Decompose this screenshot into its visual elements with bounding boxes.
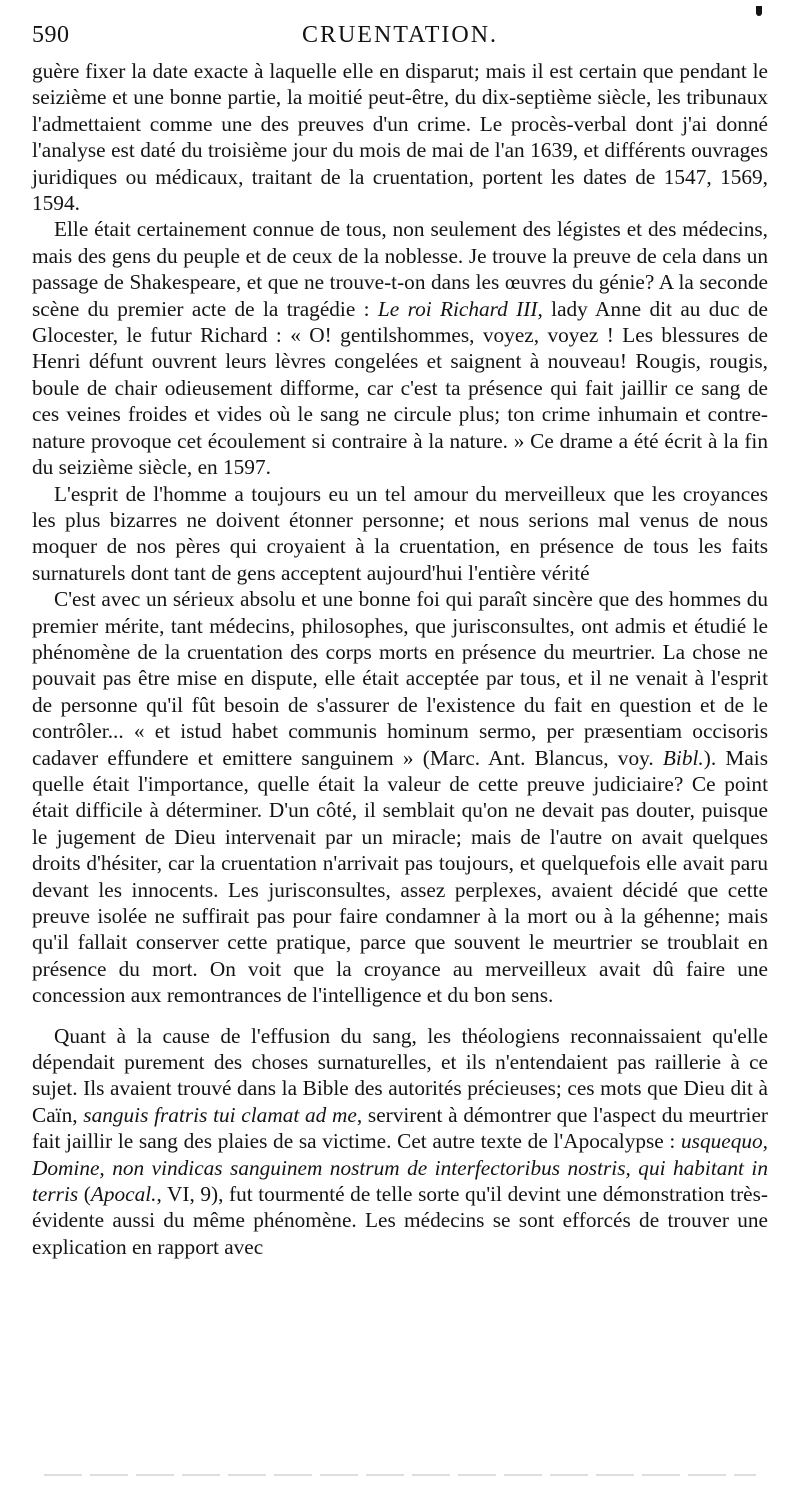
- page-header: [32, 22, 768, 62]
- paragraph-2-text-cont: , lady Anne dit au duc de Glocester, le futur Richard : « O! gentilshommes, voyez, voyez ! Les blessures de Henri défunt ouvrent leurs lèvres congelées et saignent à nouveau! Rougis, rougis, boule de chair odieusement difforme, car c'est ta présence qui fait jaillir ce sang de ces veines froides et vides où le sang ne circule plus; ton crime inhumain et contre-nature provoque cet écoulement si contraire à la nature. » Ce drame a été écrit à la fin du seizième siècle, en 1597.: [32, 296, 768, 480]
- latin-quote-apocalypse: usquequo, Domine, non vindicas sanguinem nostrum de interfectoribus nostris, qui habitant in terris: [32, 1129, 768, 1207]
- paragraph-5-text-cont: , servirent à démontrer que l'aspect du meurtrier fait jaillir le sang des plaies de sa victime. Cet autre texte de l'Apocalypse :: [32, 1102, 769, 1154]
- latin-quote-genesis: sanguis fratris tui clamat ad me: [83, 1102, 357, 1127]
- paragraph-2-text: Elle était certainement connue de tous, non seulement des légistes et des médecins, mais des gens du peuple et de ceux de la noblesse. Je trouve la preuve de cela dans un passage de Shakespeare, et que ne trouve-t-on dans les œuvres du génie? A la seconde scène du premier acte de la tragédie :: [32, 217, 768, 321]
- paragraph-5: [32, 1023, 768, 1261]
- play-title: Le roi Richard III: [377, 296, 538, 321]
- paragraph-5-text-end: , VI, 9), fut tourmenté de telle sorte qu'il devint une démonstration très-évidente aussi du même phénomène. Les médecins se sont efforcés de trouver une explication en rapport avec: [32, 1182, 768, 1259]
- paragraph-4: [32, 586, 768, 1009]
- paragraph-5-text: Quant à la cause de l'effusion du sang, les théologiens reconnaissaient qu'elle dépendait purement des choses surnaturelles, et ils n'entendaient pas raillerie à ce sujet. Ils avaient trouvé dans la Bible des autorités précieuses; ces mots que Dieu dit à Caïn,: [32, 1023, 768, 1127]
- paragraph-4-text: C'est avec un sérieux absolu et une bonne foi qui paraît sincère que des hommes du premier mérite, tant médecins, philosophes, que jurisconsultes, ont admis et étudié le phénomène de la cruentation des corps morts en présence du meurtrier. La chose ne pouvait pas être mise en dispute, elle était acceptée par tous, et il ne venait à l'esprit de personne qu'il fût besoin de s'assurer de l'existence du fait en question et de le contrôler... « et istud habet communis hominum sermo, per præsentiam occisoris cadaver effundere et emittere sanguinem » (Marc. Ant. Blancus, voy.: [32, 587, 768, 770]
- paragraph-4-text-cont: ). Mais quelle était l'importance, quelle était la valeur de cette preuve judiciaire? Ce point était difficile à déterminer. D'un côté, il semblait qu'on ne devait pas douter, puisque le jugement de Dieu intervenait par un miracle; mais de l'autre on avait quelques droits d'hésiter, car la cruentation n'arrivait pas toujours, et quelquefois elle avait paru devant les innocents. Les jurisconsultes, assez perplexes, avaient décidé que cette preuve isolée ne suffirait pas pour faire condamner à la mort ou à la géhenne; mais qu'il fallait conserver cette pratique, parce que souvent le meurtrier se troublait en présence du mort. On voit que la croyance au merveilleux avait dû faire une concession aux remontrances de l'intelligence et du bon sens.: [32, 745, 768, 1008]
- page-number: 590: [32, 22, 70, 48]
- body-text: [32, 58, 768, 1260]
- paragraph-1: guère fixer la date exacte à laquelle elle en disparut; mais il est certain que pendant le seizième et une bonne partie, la moitié peut-être, du dix-septième siècle, les tribunaux l'admettaient comme une des preuves d'un crime. Le procès-verbal dont j'ai donné l'analyse est daté du troisième jour du mois de mai de l'an 1639, et différents ouvrages juridiques ou médicaux, traitant de la cruentation, portent les dates de 1547, 1569, 1594.: [32, 59, 768, 216]
- running-head: CRUENTATION.: [301, 22, 499, 48]
- ink-mark: [756, 6, 762, 16]
- bibliography-ref: Bibl.: [662, 745, 704, 770]
- paragraph-2: [32, 216, 768, 480]
- paragraph-5-paren: (: [78, 1182, 91, 1207]
- apocalypse-ref: Apocal.: [90, 1182, 157, 1207]
- paragraph-3: L'esprit de l'homme a toujours eu un tel amour du merveilleux que les croyances les plus bizarres ne doivent étonner personne; et nous serions mal venus de nous moquer de nos pères qui croyaient à la cruentation, en présence de tous les faits surnaturels dont tant de gens acceptent aujourd'hui l'entière vérité: [32, 481, 768, 585]
- bleed-through-line: [44, 1474, 756, 1476]
